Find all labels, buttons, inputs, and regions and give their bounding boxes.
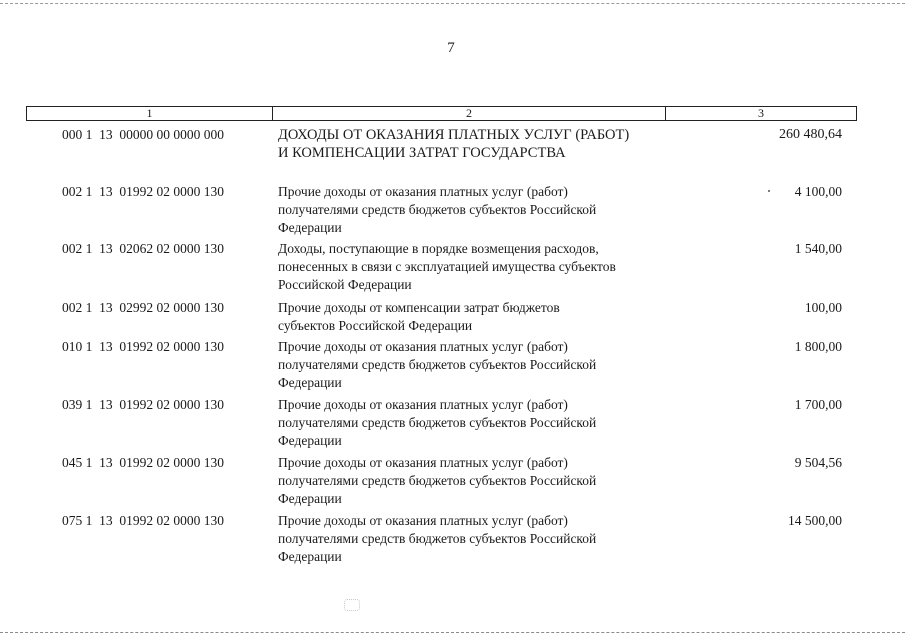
budget-code: 002 1 13 02062 02 0000 130: [62, 241, 224, 256]
header-col-1: 1: [27, 107, 273, 120]
revenue-name-line: Прочие доходы от оказания платных услуг (работ): [278, 513, 568, 528]
scan-edge-bottom: [0, 632, 905, 633]
revenue-name: [278, 240, 678, 294]
amount: 100,00: [804, 300, 842, 315]
faint-stamp-mark: [344, 599, 360, 611]
page-number: 7: [447, 40, 455, 56]
amount: 14 500,00: [788, 513, 842, 528]
revenue-name-line: Федерации: [278, 220, 342, 235]
revenue-name-line: ДОХОДЫ ОТ ОКАЗАНИЯ ПЛАТНЫХ УСЛУГ (РАБОТ): [278, 127, 630, 143]
revenue-name-line: получателями средств бюджетов субъектов Российской: [278, 415, 597, 430]
budget-code: 045 1 13 01992 02 0000 130: [62, 455, 224, 470]
revenue-name-line: получателями средств бюджетов субъектов Российской: [278, 473, 597, 488]
revenue-name-line: получателями средств бюджетов субъектов Российской: [278, 202, 597, 217]
amount: 1 540,00: [794, 241, 842, 256]
amount: 9 504,56: [794, 455, 842, 470]
revenue-name: [278, 299, 678, 335]
revenue-name-line: получателями средств бюджетов субъектов Российской: [278, 531, 597, 546]
budget-code: 010 1 13 01992 02 0000 130: [62, 339, 224, 354]
revenue-name-line: Федерации: [278, 433, 342, 448]
revenue-name: [278, 183, 678, 237]
revenue-name-line: Прочие доходы от компенсации затрат бюджетов: [278, 300, 560, 315]
revenue-name: [278, 126, 678, 162]
revenue-name: [278, 396, 678, 450]
revenue-name-line: получателями средств бюджетов субъектов Российской: [278, 357, 597, 372]
amount: 1 800,00: [794, 339, 842, 354]
budget-code: 039 1 13 01992 02 0000 130: [62, 397, 224, 412]
header-col-3: 3: [758, 106, 764, 120]
budget-code: 075 1 13 01992 02 0000 130: [62, 513, 224, 528]
budget-code: 002 1 13 01992 02 0000 130: [62, 184, 224, 199]
header-col-2: 2: [273, 107, 666, 120]
revenue-name-line: понесенных в связи с эксплуатацией имущества субъектов: [278, 259, 616, 274]
revenue-name-line: Федерации: [278, 549, 342, 564]
revenue-name-line: Федерации: [278, 491, 342, 506]
revenue-name: [278, 512, 678, 566]
revenue-name-line: Прочие доходы от оказания платных услуг (работ): [278, 184, 568, 199]
scan-speck: [768, 190, 770, 192]
budget-code: 002 1 13 02992 02 0000 130: [62, 300, 224, 315]
amount: 1 700,00: [794, 397, 842, 412]
revenue-name-line: Доходы, поступающие в порядке возмещения расходов,: [278, 241, 599, 256]
revenue-name-line: Прочие доходы от оказания платных услуг (работ): [278, 397, 568, 412]
revenue-name: [278, 338, 678, 392]
revenue-name-line: Федерации: [278, 375, 342, 390]
revenue-name-line: Прочие доходы от оказания платных услуг (работ): [278, 339, 568, 354]
revenue-name-line: Прочие доходы от оказания платных услуг (работ): [278, 455, 568, 470]
budget-code: 000 1 13 00000 00 0000 000: [62, 127, 224, 142]
amount: 4 100,00: [794, 184, 842, 199]
amount: 260 480,64: [779, 127, 842, 142]
revenue-name: [278, 454, 678, 508]
revenue-name-line: субъектов Российской Федерации: [278, 318, 473, 333]
revenue-name-line: И КОМПЕНСАЦИИ ЗАТРАТ ГОСУДАРСТВА: [278, 145, 566, 161]
revenue-name-line: Российской Федерации: [278, 277, 412, 292]
